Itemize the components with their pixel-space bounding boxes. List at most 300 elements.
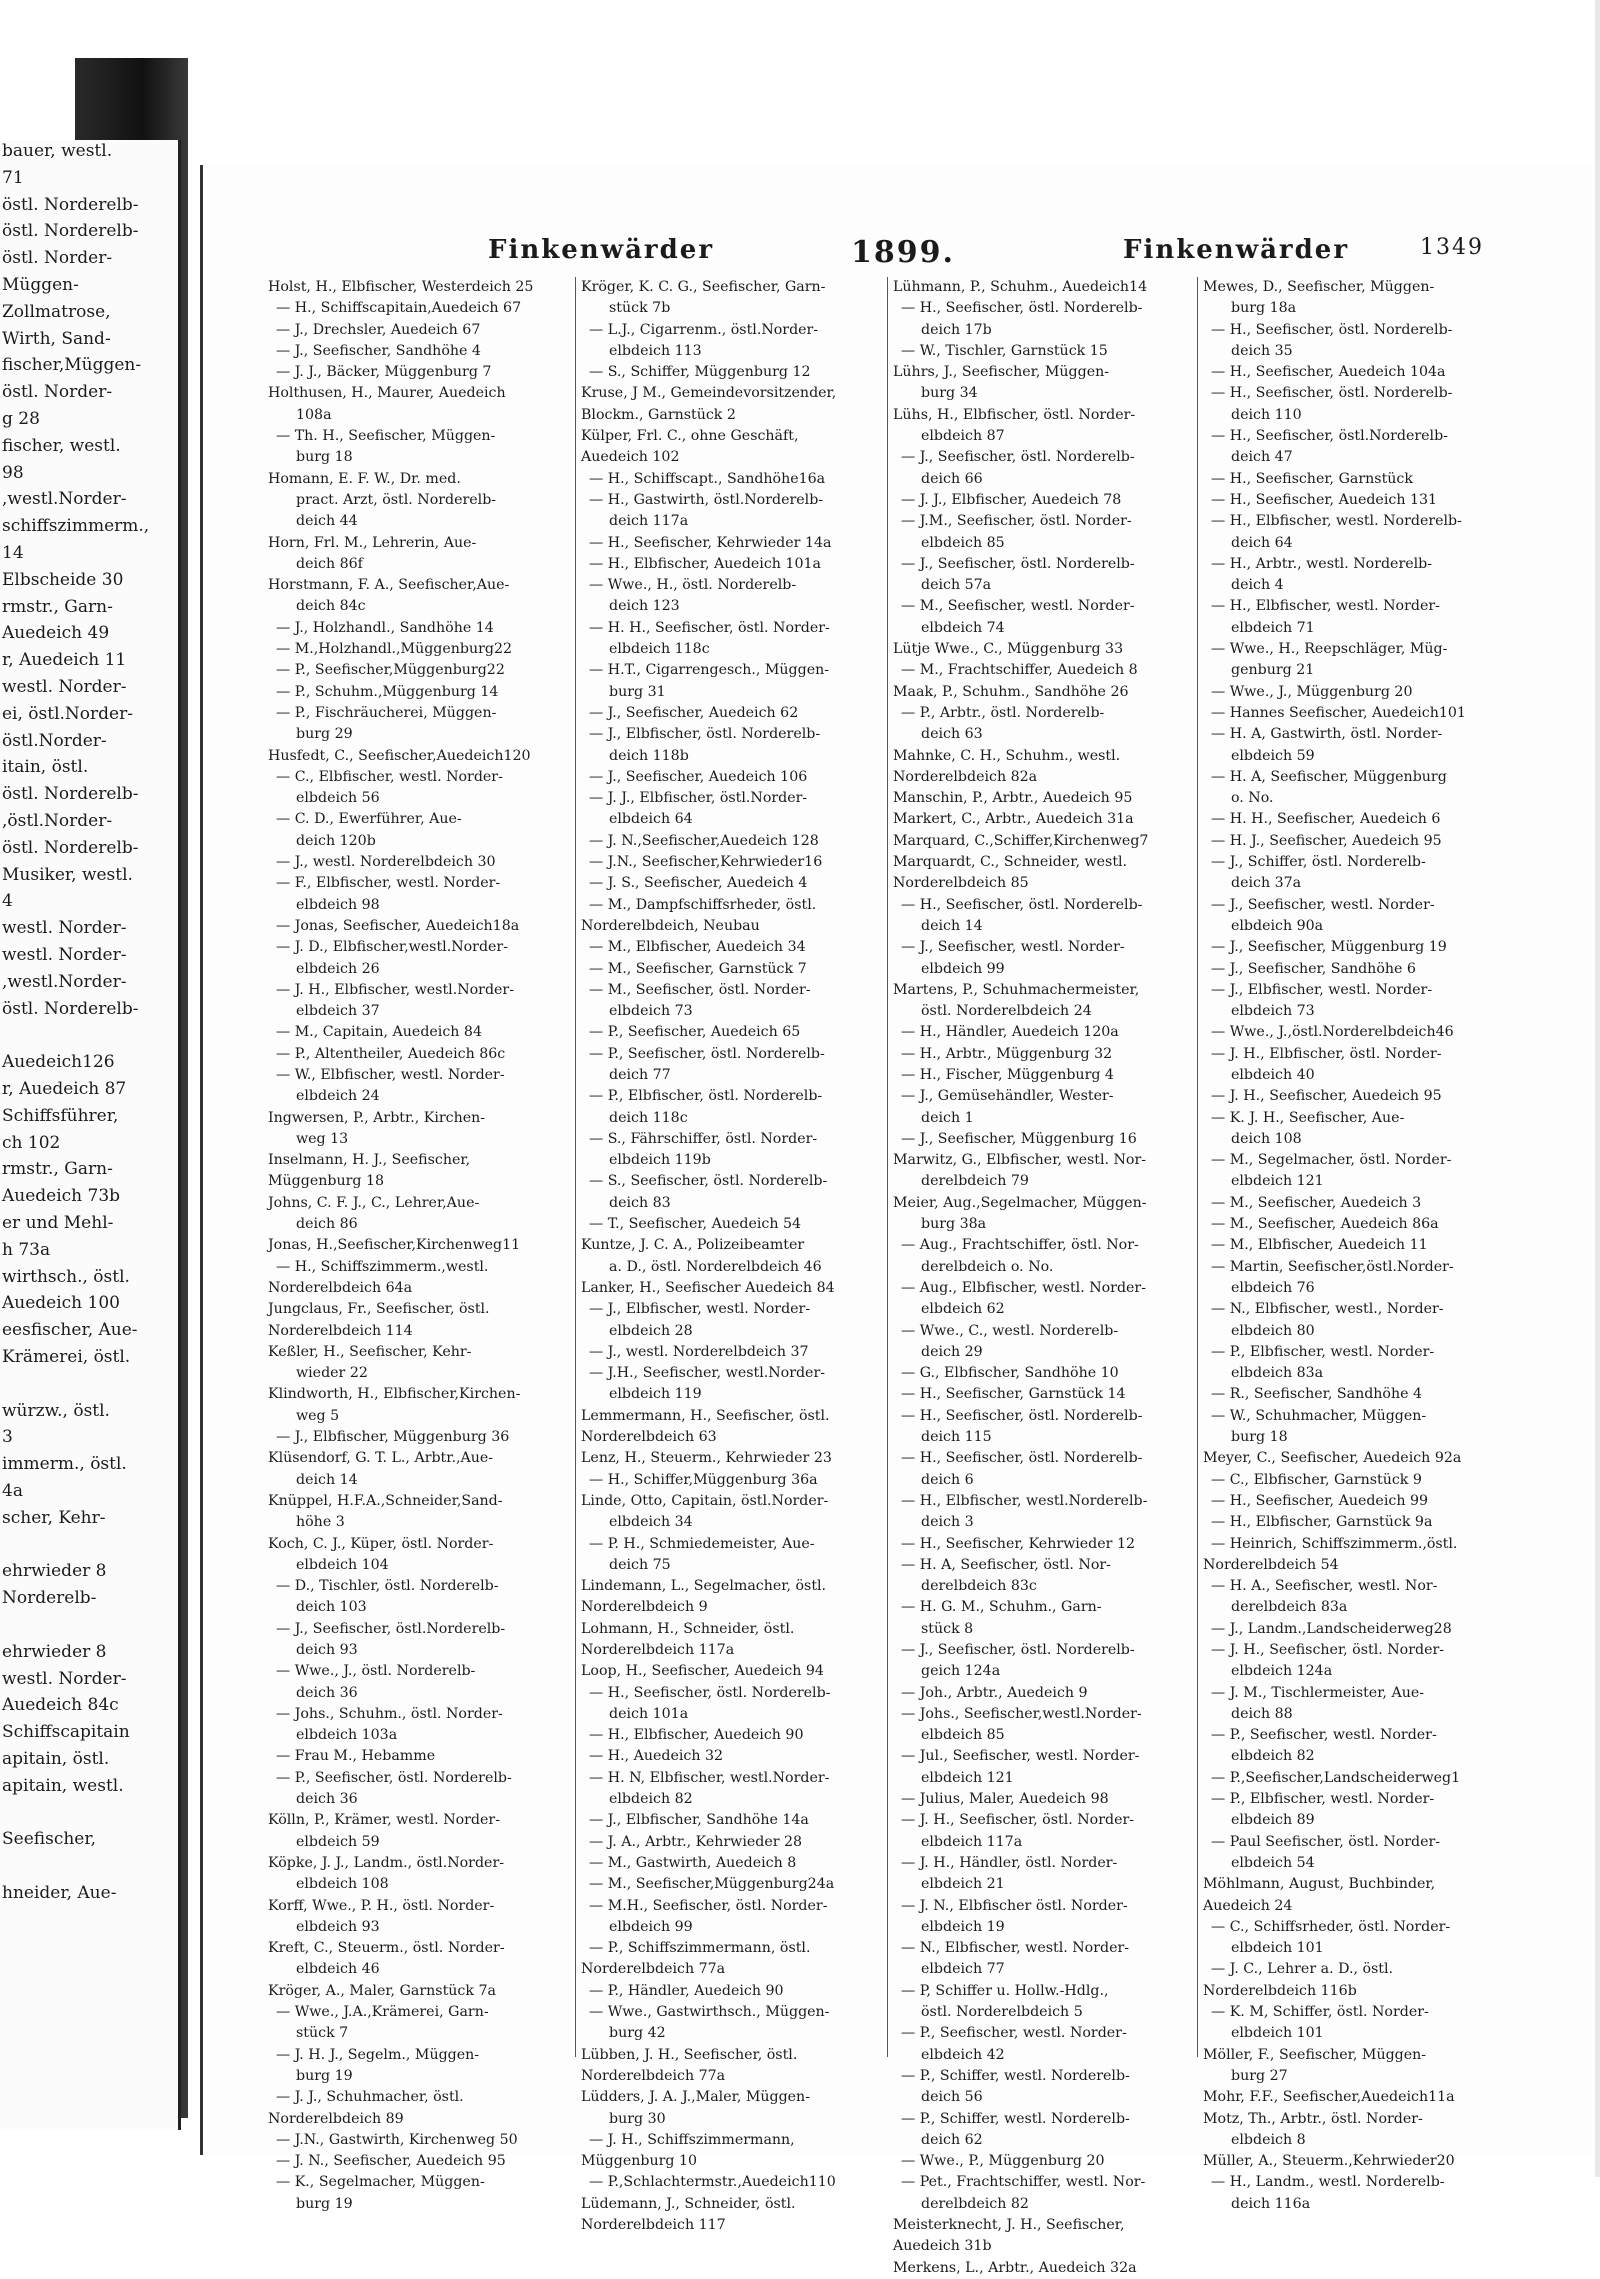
directory-entry-continuation: derelbdeich 83a xyxy=(1231,1599,1348,1616)
directory-entry: — J. H., Elbfischer, östl. Norder- xyxy=(1211,1045,1442,1062)
directory-entry: — H., Elbfischer, Garnstück 9a xyxy=(1211,1514,1433,1531)
directory-entry: — H., Elbfischer, Auedeich 90 xyxy=(589,1727,804,1744)
directory-entry: — Julius, Maler, Auedeich 98 xyxy=(901,1791,1109,1808)
directory-entry: — J. S., Seefischer, Auedeich 4 xyxy=(589,875,808,892)
left-page-text-fragment: ,östl.Norder- xyxy=(2,811,113,831)
directory-entry: — Pet., Frachtschiffer, westl. Nor- xyxy=(901,2174,1146,2191)
directory-entry: — H. A, Gastwirth, östl. Norder- xyxy=(1211,726,1443,743)
directory-entry: Norderelbdeich 82a xyxy=(893,768,1038,785)
left-page-text-fragment: 14 xyxy=(2,543,24,563)
directory-entry: Norderelbdeich 54 xyxy=(1203,1556,1339,1573)
directory-entry: — Jul., Seefischer, westl. Norder- xyxy=(901,1748,1140,1765)
directory-entry-continuation: elbdeich 42 xyxy=(921,2046,1005,2063)
directory-entry: — Paul Seefischer, östl. Norder- xyxy=(1211,1833,1441,1850)
directory-entry-continuation: deich 47 xyxy=(1231,449,1293,466)
directory-entry: Holst, H., Elbfischer, Westerdeich 25 xyxy=(268,279,534,295)
directory-entry: — P., Schiffer, westl. Norderelb- xyxy=(901,2067,1130,2084)
header-year: 1899. xyxy=(851,235,955,270)
directory-entry: Norderelbdeich 77a xyxy=(581,1961,726,1978)
directory-entry: — H., Elbfischer, Auedeich 101a xyxy=(589,555,821,572)
directory-entry: — S., Schiffer, Müggenburg 12 xyxy=(589,364,811,381)
directory-entry: Lanker, H., Seefischer Auedeich 84 xyxy=(581,1279,835,1296)
directory-entry-continuation: deich 35 xyxy=(1231,342,1293,359)
directory-entry: — J. H. J., Segelm., Müggen- xyxy=(276,2046,480,2063)
left-page-text-fragment: östl. Norder- xyxy=(2,382,113,403)
left-page-text-fragment: Auedeich 73b xyxy=(2,1186,121,1207)
directory-entry: — J., Seefischer, Auedeich 62 xyxy=(589,704,799,721)
left-page-text-fragment: Norderelb- xyxy=(2,1588,97,1609)
directory-entry: — H. H., Seefischer, Auedeich 6 xyxy=(1211,811,1441,828)
directory-entry: — M., Segelmacher, östl. Norder- xyxy=(1211,1152,1452,1169)
directory-entry: — Th. H., Seefischer, Müggen- xyxy=(276,428,496,445)
directory-entry: Marquard, C.,Schiffer,Kirchenweg7 xyxy=(893,832,1149,849)
directory-entry: — Wwe., C., westl. Norderelb- xyxy=(901,1322,1119,1339)
directory-entry-continuation: deich 37a xyxy=(1231,875,1302,892)
left-page-text-fragment: östl.Norder- xyxy=(2,730,107,751)
directory-entry: — J., Elbfischer, östl. Norderelb- xyxy=(589,726,821,743)
directory-entry: — C., Schiffsrheder, östl. Norder- xyxy=(1211,1918,1451,1935)
directory-entry: — J. H., Seefischer, östl. Norder- xyxy=(1211,1642,1445,1658)
directory-entry-continuation: elbdeich 103a xyxy=(296,1727,398,1744)
directory-entry-continuation: deich 77 xyxy=(609,1066,671,1083)
left-page-text-fragment: wirthsch., östl. xyxy=(2,1266,130,1287)
directory-entry-continuation: elbdeich 101 xyxy=(1231,2025,1324,2042)
directory-entry: Norderelbdeich 63 xyxy=(581,1429,717,1446)
left-page-text-fragment: ,westl.Norder- xyxy=(2,489,127,510)
left-page-text-fragment: immerm., östl. xyxy=(2,1454,127,1475)
directory-entry: Jonas, H.,Seefischer,Kirchenweg11 xyxy=(268,1237,521,1254)
directory-entry-continuation: burg 19 xyxy=(296,2067,353,2084)
scan-edge xyxy=(1595,0,1600,2177)
directory-entry-continuation: wieder 22 xyxy=(296,1365,368,1382)
directory-entry: — J., Elbfischer, westl. Norder- xyxy=(1211,981,1433,998)
left-page-text-fragment: Schiffscapitain xyxy=(2,1722,130,1743)
directory-entry: — P., Altentheiler, Auedeich 86c xyxy=(276,1045,506,1062)
directory-entry: — J., Seefischer, östl. Norderelb- xyxy=(901,555,1135,572)
directory-entry: — Wwe., J.A.,Krämerei, Garn- xyxy=(276,2004,489,2021)
directory-entry: — Frau M., Hebamme xyxy=(276,1748,436,1765)
directory-entry-continuation: deich 118b xyxy=(609,747,689,764)
directory-entry: Lemmermann, H., Seefischer, östl. xyxy=(581,1407,830,1424)
directory-entry: Lenz, H., Steuerm., Kehrwieder 23 xyxy=(581,1450,832,1467)
directory-entry: — J., Seefischer, östl. Norderelb- xyxy=(901,449,1135,466)
left-page-text-fragment: Zollmatrose, xyxy=(2,301,111,322)
directory-entry: — J. J., Schuhmacher, östl. xyxy=(276,2089,464,2106)
directory-entry: — H., Seefischer, Garnstück xyxy=(1211,470,1413,487)
left-page-text-fragment: Wirth, Sand- xyxy=(2,328,111,349)
directory-entry: Köpke, J. J., Landm., östl.Norder- xyxy=(268,1854,505,1871)
directory-entry: Norderelbdeich 117a xyxy=(581,1642,735,1658)
directory-entry-continuation: deich 17b xyxy=(921,321,992,338)
directory-entry: — J., Seefischer, Sandhöhe 4 xyxy=(276,342,481,359)
directory-entry: — Wwe., J., östl. Norderelb- xyxy=(276,1663,476,1680)
directory-entry: — H., Seefischer, östl. Norderelb- xyxy=(901,1450,1143,1467)
directory-entry: — C. D., Ewerführer, Aue- xyxy=(276,811,462,828)
directory-entry: — M., Seefischer, westl. Norder- xyxy=(901,598,1135,615)
directory-entry: Homann, E. F. W., Dr. med. xyxy=(268,470,461,487)
left-page-text-fragment: würzw., östl. xyxy=(2,1400,110,1421)
directory-entry: — H. G. M., Schuhm., Garn- xyxy=(901,1599,1102,1616)
directory-entry: — H. A, Seefischer, östl. Nor- xyxy=(901,1556,1111,1573)
directory-entry: — S., Fährschiffer, östl. Norder- xyxy=(589,1130,818,1147)
left-page-text-fragment: eesfischer, Aue- xyxy=(2,1320,138,1341)
directory-entry: Lühmann, P., Schuhm., Auedeich14 xyxy=(893,279,1148,295)
directory-entry: — J., westl. Norderelbdeich 37 xyxy=(589,1343,809,1360)
directory-entry: Kröger, K. C. G., Seefischer, Garn- xyxy=(581,279,826,295)
directory-entry-continuation: derelbdeich 82 xyxy=(921,2195,1029,2212)
left-page-text-fragment: 3 xyxy=(2,1427,13,1448)
directory-entry: Kruse, J M., Gemeindevorsitzender, xyxy=(581,385,837,402)
directory-entry: Horn, Frl. M., Lehrerin, Aue- xyxy=(268,534,477,551)
directory-entry: Lütje Wwe., C., Müggenburg 33 xyxy=(893,641,1124,658)
directory-entry: — J. H., Seefischer, östl. Norder- xyxy=(901,1812,1135,1829)
directory-entry-continuation: elbdeich 37 xyxy=(296,1003,380,1020)
directory-entry: Klüsendorf, G. T. L., Arbtr.,Aue- xyxy=(268,1450,494,1467)
directory-entry: Norderelbdeich 114 xyxy=(268,1322,413,1339)
directory-entry-continuation: deich 36 xyxy=(296,1684,358,1701)
left-page-text-fragment: Seefischer, xyxy=(2,1829,97,1850)
directory-entry-continuation: deich 86 xyxy=(296,1216,358,1233)
directory-entry: — H., Landm., westl. Norderelb- xyxy=(1211,2174,1445,2191)
directory-entry: — M.,Holzhandl.,Müggenburg22 xyxy=(276,641,513,658)
directory-entry: Norderelbdeich 85 xyxy=(893,875,1029,892)
directory-entry: — Martin, Seefischer,östl.Norder- xyxy=(1211,1258,1454,1275)
directory-entry-continuation: deich 117a xyxy=(609,513,689,530)
directory-entry: — H., Händler, Auedeich 120a xyxy=(901,1024,1119,1041)
directory-entry-continuation: elbdeich 119b xyxy=(609,1152,711,1169)
directory-entry-continuation: 108a xyxy=(296,406,332,423)
directory-entry-continuation: elbdeich 21 xyxy=(921,1876,1005,1893)
directory-entry: — M., Seefischer, Garnstück 7 xyxy=(589,960,807,977)
directory-entry-continuation: deich 4 xyxy=(1231,577,1284,594)
directory-entry-continuation: elbdeich 73 xyxy=(1231,1003,1315,1020)
directory-entry-continuation: derelbdeich 79 xyxy=(921,1173,1029,1190)
directory-entry: Korff, Wwe., P. H., östl. Norder- xyxy=(268,1897,495,1914)
directory-entry: — H. J., Seefischer, Auedeich 95 xyxy=(1211,832,1442,849)
directory-entry: Marquardt, C., Schneider, westl. xyxy=(893,854,1128,871)
directory-entry-continuation: burg 29 xyxy=(296,726,353,743)
directory-entry: — M., Seefischer, Auedeich 3 xyxy=(1211,1194,1422,1211)
directory-entry-continuation: elbdeich 62 xyxy=(921,1301,1005,1318)
directory-entry-continuation: deich 62 xyxy=(921,2131,983,2148)
left-page-fragment xyxy=(0,140,181,2130)
directory-entry: — H., Arbtr., westl. Norderelb- xyxy=(1211,555,1433,572)
left-page-text-fragment: bauer, westl. xyxy=(2,141,113,161)
directory-entry: — Aug., Elbfischer, westl. Norder- xyxy=(901,1279,1147,1296)
left-page-text-fragment: apitain, westl. xyxy=(2,1775,124,1796)
directory-entry: — H., Elbfischer, westl. Norder- xyxy=(1211,598,1440,615)
directory-entry: — H., Schiffer,Müggenburg 36a xyxy=(589,1471,818,1488)
directory-entry-continuation: deich 93 xyxy=(296,1642,358,1658)
directory-entry-continuation: stück 8 xyxy=(921,1620,974,1637)
directory-entry: — H., Schiffscapt., Sandhöhe16a xyxy=(589,470,826,487)
left-page-text-fragment: fischer, westl. xyxy=(2,435,121,456)
directory-entry: Kuntze, J. C. A., Polizeibeamter xyxy=(581,1237,805,1254)
directory-entry-continuation: stück 7 xyxy=(296,2025,349,2042)
directory-entry: Maak, P., Schuhm., Sandhöhe 26 xyxy=(893,683,1129,700)
left-page-text-fragment: östl. Norderelb- xyxy=(2,221,139,242)
directory-entry: — N., Elbfischer, westl. Norder- xyxy=(901,1940,1130,1957)
directory-entry: — C., Elbfischer, Garnstück 9 xyxy=(1211,1471,1422,1488)
directory-entry: — M., Dampfschiffsrheder, östl. xyxy=(589,896,817,913)
directory-entry-continuation: elbdeich 8 xyxy=(1231,2131,1306,2148)
directory-entry: Horstmann, F. A., Seefischer,Aue- xyxy=(268,577,510,594)
directory-entry-continuation: burg 19 xyxy=(296,2195,353,2212)
directory-entry-continuation: stück 7b xyxy=(609,300,671,317)
directory-entry-continuation: burg 42 xyxy=(609,2025,666,2042)
directory-entry-continuation: genburg 21 xyxy=(1231,662,1315,679)
directory-entry-continuation: elbdeich 85 xyxy=(921,534,1005,551)
directory-entry: Kreft, C., Steuerm., östl. Norder- xyxy=(268,1940,505,1957)
directory-entry-continuation: elbdeich 93 xyxy=(296,1918,380,1935)
left-page-text-fragment: ehrwieder 8 xyxy=(2,1641,107,1662)
directory-entry: Johns, C. F. J., C., Lehrer,Aue- xyxy=(268,1194,480,1211)
directory-entry-continuation: deich 83 xyxy=(609,1194,671,1211)
directory-entry: Müggenburg 10 xyxy=(581,2153,698,2170)
directory-entry: Mewes, D., Seefischer, Müggen- xyxy=(1203,279,1435,295)
directory-entry: — Wwe., H., Reepschläger, Müg- xyxy=(1211,641,1448,658)
directory-entry-continuation: derelbdeich o. No. xyxy=(921,1258,1054,1275)
left-page-text-fragment: Schiffsführer, xyxy=(2,1105,119,1126)
directory-entry-continuation: o. No. xyxy=(1231,790,1274,807)
directory-entry-continuation: derelbdeich 83c xyxy=(921,1578,1037,1595)
directory-entry: — Johs., Seefischer,westl.Norder- xyxy=(901,1705,1142,1722)
page-number: 1349 xyxy=(1420,235,1484,260)
directory-entry: — J.N., Gastwirth, Kirchenweg 50 xyxy=(276,2131,518,2148)
left-page-text-fragment: östl. Norderelb- xyxy=(2,998,139,1019)
directory-entry-continuation: elbdeich 108 xyxy=(296,1876,389,1893)
directory-entry: — J. J., Elbfischer, Auedeich 78 xyxy=(901,491,1122,508)
directory-entry: — P., Seefischer, Auedeich 65 xyxy=(589,1024,801,1041)
directory-entry-continuation: elbdeich 82 xyxy=(609,1791,693,1808)
left-page-text-fragment: 98 xyxy=(2,462,24,483)
left-page-text-fragment: rmstr., Garn- xyxy=(2,1159,113,1180)
directory-entry: — T., Seefischer, Auedeich 54 xyxy=(589,1216,802,1233)
directory-entry: — H., Seefischer, östl. Norderelb- xyxy=(589,1684,831,1701)
left-page-text-fragment: ehrwieder 8 xyxy=(2,1561,107,1582)
directory-entry-continuation: deich 44 xyxy=(296,513,358,530)
left-page-text-fragment: g 28 xyxy=(2,409,40,429)
directory-entry: — H., Seefischer, Kehrwieder 14a xyxy=(589,534,832,551)
directory-entry: — P., Arbtr., östl. Norderelb- xyxy=(901,704,1105,721)
directory-entry: — W., Schuhmacher, Müggen- xyxy=(1211,1407,1427,1424)
directory-entry-continuation: elbdeich 85 xyxy=(921,1727,1005,1744)
directory-entry-continuation: elbdeich 54 xyxy=(1231,1854,1315,1871)
directory-entry: Möhlmann, August, Buchbinder, xyxy=(1203,1876,1436,1893)
directory-entry: — P., Seefischer, westl. Norder- xyxy=(901,2025,1127,2042)
directory-entry-continuation: elbdeich 99 xyxy=(609,1918,693,1935)
directory-entry: — J., Landm.,Landscheiderweg28 xyxy=(1211,1620,1452,1637)
directory-entry: Norderelbdeich 89 xyxy=(268,2110,404,2127)
directory-entry: — J., Seefischer, östl.Norderelb- xyxy=(276,1620,506,1637)
directory-entry: Möller, F., Seefischer, Müggen- xyxy=(1203,2046,1427,2063)
directory-entry-continuation: deich 75 xyxy=(609,1556,671,1573)
left-page-text-fragment: r, Auedeich 11 xyxy=(2,650,127,671)
directory-entry: — J. N., Seefischer, Auedeich 95 xyxy=(276,2153,506,2170)
directory-entry-continuation: weg 13 xyxy=(296,1130,349,1147)
directory-entry: — Wwe., J., Müggenburg 20 xyxy=(1211,683,1413,700)
directory-entry-continuation: elbdeich 121 xyxy=(921,1769,1014,1786)
directory-entry: Meier, Aug.,Segelmacher, Müggen- xyxy=(893,1194,1147,1211)
left-page-text-fragment: östl. Norderelb- xyxy=(2,837,139,858)
directory-entry: Koch, C. J., Küper, östl. Norder- xyxy=(268,1535,494,1552)
left-page-text-fragment: Elbscheide 30 xyxy=(2,569,124,590)
directory-entry-continuation: elbdeich 118c xyxy=(609,641,710,658)
directory-entry: — M., Seefischer, östl. Norder- xyxy=(589,981,811,998)
directory-entry: Müller, A., Steuerm.,Kehrwieder20 xyxy=(1203,2153,1455,2170)
directory-entry: — S., Seefischer, östl. Norderelb- xyxy=(589,1173,828,1190)
directory-entry: Auedeich 31b xyxy=(893,2238,992,2255)
directory-entry-continuation: burg 38a xyxy=(921,1216,987,1233)
directory-entry: — H., Schiffscapitain,Auedeich 67 xyxy=(276,300,522,317)
directory-entry: Jungclaus, Fr., Seefischer, östl. xyxy=(268,1301,490,1318)
directory-entry-continuation: elbdeich 104 xyxy=(296,1556,389,1573)
directory-entry: — W., Elbfischer, westl. Norder- xyxy=(276,1066,505,1083)
left-page-text-fragment: westl. Norder- xyxy=(2,677,127,697)
left-page-text-fragment: 4a xyxy=(2,1481,23,1501)
directory-entry-continuation: burg 18 xyxy=(1231,1429,1288,1446)
directory-entry: Norderelbdeich 9 xyxy=(581,1599,708,1616)
directory-entry: Mahnke, C. H., Schuhm., westl. xyxy=(893,747,1121,764)
directory-entry: — H., Seefischer, Garnstück 14 xyxy=(901,1386,1126,1403)
directory-entry: — J. D., Elbfischer,westl.Norder- xyxy=(276,939,508,956)
directory-entry: — H. H., Seefischer, östl. Norder- xyxy=(589,619,830,636)
directory-entry: — L.J., Cigarrenm., östl.Norder- xyxy=(589,321,819,338)
directory-entry: — H., Seefischer, Auedeich 131 xyxy=(1211,491,1438,508)
left-page-text-fragment: Auedeich126 xyxy=(2,1052,115,1073)
directory-entry: Lübben, J. H., Seefischer, östl. xyxy=(581,2046,798,2063)
directory-entry-continuation: elbdeich 87 xyxy=(921,428,1005,445)
left-page-text-fragment: 4 xyxy=(2,891,13,912)
directory-entry: — K. M, Schiffer, östl. Norder- xyxy=(1211,2004,1429,2021)
header-right-title: Finkenwärder xyxy=(1123,235,1350,265)
directory-entry: — J., Drechsler, Auedeich 67 xyxy=(276,321,481,338)
left-page-text-fragment: Müggen- xyxy=(2,275,79,295)
directory-entry: — P., Elbfischer, westl. Norder- xyxy=(1211,1343,1435,1360)
directory-entry: Merkens, L., Arbtr., Auedeich 32a xyxy=(893,2259,1137,2276)
directory-entry: Müggenburg 18 xyxy=(268,1173,385,1190)
directory-entry: — J. M., Tischlermeister, Aue- xyxy=(1211,1684,1425,1701)
directory-entry-continuation: elbdeich 121 xyxy=(1231,1173,1324,1190)
left-page-text-fragment: Auedeich 49 xyxy=(2,623,110,644)
directory-entry-continuation: a. D., östl. Norderelbdeich 46 xyxy=(609,1258,822,1275)
directory-entry: — M., Elbfischer, Auedeich 34 xyxy=(589,939,806,956)
left-page-text-fragment: rmstr., Garn- xyxy=(2,596,113,617)
directory-entry-continuation: deich 101a xyxy=(609,1705,689,1722)
directory-entry: Lühs, H., Elbfischer, östl. Norder- xyxy=(893,406,1136,423)
directory-entry: — H., Seefischer, östl. Norderelb- xyxy=(1211,321,1453,338)
left-page-text-fragment: ch 102 xyxy=(2,1132,61,1153)
directory-column-1 xyxy=(268,277,573,2212)
column-divider xyxy=(575,277,576,2057)
directory-entry: Keßler, H., Seefischer, Kehr- xyxy=(268,1343,472,1360)
left-page-text-fragment: apitain, östl. xyxy=(2,1749,110,1769)
directory-entry: Husfedt, C., Seefischer,Auedeich120 xyxy=(268,747,531,764)
directory-entry: — J., westl. Norderelbdeich 30 xyxy=(276,854,496,871)
directory-entry: — P., Schiffer, westl. Norderelb- xyxy=(901,2110,1130,2127)
directory-entry: — J. A., Arbtr., Kehrwieder 28 xyxy=(589,1833,803,1850)
directory-entry: — J., Seefischer, westl. Norder- xyxy=(901,939,1125,956)
directory-entry-continuation: elbdeich 71 xyxy=(1231,619,1315,636)
directory-entry: Ingwersen, P., Arbtr., Kirchen- xyxy=(268,1109,486,1126)
directory-entry: — P., Elbfischer, östl. Norderelb- xyxy=(589,1088,823,1105)
directory-entry: — J., Elbfischer, Sandhöhe 14a xyxy=(589,1812,809,1829)
directory-entry-continuation: elbdeich 80 xyxy=(1231,1322,1315,1339)
header-left-title: Finkenwärder xyxy=(488,235,715,265)
directory-entry: Klindworth, H., Elbfischer,Kirchen- xyxy=(268,1386,521,1403)
directory-entry: — H., Fischer, Müggenburg 4 xyxy=(901,1066,1114,1083)
left-page-text-fragment: östl. Norderelb- xyxy=(2,784,139,805)
directory-entry: — P., Seefischer, westl. Norder- xyxy=(1211,1727,1437,1744)
directory-entry-continuation: deich 86f xyxy=(296,555,363,572)
directory-entry: — H. A., Seefischer, westl. Nor- xyxy=(1211,1578,1438,1595)
left-page-text-fragment: itain, östl. xyxy=(2,757,89,778)
directory-entry-continuation: elbdeich 90a xyxy=(1231,917,1324,934)
directory-entry: — D., Tischler, östl. Norderelb- xyxy=(276,1578,499,1595)
directory-entry-continuation: deich 57a xyxy=(921,577,992,594)
directory-entry: — J., Seefischer, Müggenburg 16 xyxy=(901,1130,1137,1147)
left-page-text-fragment: östl. Norderelb- xyxy=(2,194,139,215)
directory-entry: — J.H., Seefischer, westl.Norder- xyxy=(589,1365,826,1382)
directory-entry: — Aug., Frachtschiffer, östl. Nor- xyxy=(901,1237,1139,1254)
directory-entry: — H., Gastwirth, östl.Norderelb- xyxy=(589,491,824,508)
directory-entry: Lüdemann, J., Schneider, östl. xyxy=(581,2195,796,2212)
directory-entry: — J. H., Schiffszimmermann, xyxy=(589,2131,795,2148)
directory-entry: Norderelbdeich, Neubau xyxy=(581,917,760,934)
directory-entry: — J., Seefischer, Auedeich 106 xyxy=(589,768,808,785)
left-page-text-fragment: westl. Norder- xyxy=(2,945,127,965)
directory-entry-continuation: burg 27 xyxy=(1231,2067,1288,2084)
directory-entry: — Wwe., P., Müggenburg 20 xyxy=(901,2153,1105,2170)
directory-entry-continuation: elbdeich 124a xyxy=(1231,1663,1333,1680)
directory-entry-continuation: burg 30 xyxy=(609,2110,666,2127)
directory-column-2 xyxy=(581,277,886,2234)
directory-entry-continuation: elbdeich 89 xyxy=(1231,1812,1315,1829)
directory-entry-continuation: deich 118c xyxy=(609,1109,688,1126)
directory-entry-continuation: geich 124a xyxy=(921,1663,1001,1680)
directory-entry: — G., Elbfischer, Sandhöhe 10 xyxy=(901,1365,1119,1382)
directory-entry: — H., Elbfischer, westl.Norderelb- xyxy=(901,1492,1148,1509)
directory-entry: — M., Seefischer, Auedeich 86a xyxy=(1211,1216,1439,1233)
directory-entry-continuation: elbdeich 46 xyxy=(296,1961,380,1978)
left-page-text-fragment: hneider, Aue- xyxy=(2,1883,117,1903)
directory-entry: — P., Fischräucherei, Müggen- xyxy=(276,704,497,721)
directory-entry: Norderelbdeich 77a xyxy=(581,2067,726,2084)
directory-entry: — J. C., Lehrer a. D., östl. xyxy=(1211,1961,1394,1978)
directory-entry: — Johs., Schuhm., östl. Norder- xyxy=(276,1705,503,1722)
directory-entry-continuation: elbdeich 34 xyxy=(609,1514,693,1531)
directory-entry: — J., Seefischer, Müggenburg 19 xyxy=(1211,939,1447,956)
directory-entry-continuation: deich 14 xyxy=(296,1471,358,1488)
directory-entry: Norderelbdeich 116b xyxy=(1203,1982,1357,1999)
directory-entry: Külper, Frl. C., ohne Geschäft, xyxy=(581,428,799,445)
directory-entry-continuation: burg 31 xyxy=(609,683,666,700)
directory-entry: — N., Elbfischer, westl., Norder- xyxy=(1211,1301,1444,1318)
directory-entry: Manschin, P., Arbtr., Auedeich 95 xyxy=(893,790,1133,807)
directory-entry: — J., Elbfischer, westl. Norder- xyxy=(589,1301,811,1318)
directory-entry: — P., Seefischer, östl. Norderelb- xyxy=(589,1045,825,1062)
left-page-text-fragment: Auedeich 100 xyxy=(2,1293,120,1314)
directory-entry: — M., Elbfischer, Auedeich 11 xyxy=(1211,1237,1428,1254)
directory-entry: — J., Seefischer, östl. Norderelb- xyxy=(901,1642,1135,1658)
directory-entry: Meyer, C., Seefischer, Auedeich 92a xyxy=(1203,1450,1462,1467)
directory-entry: — W., Tischler, Garnstück 15 xyxy=(901,342,1108,359)
left-page-text-fragment: fischer,Müggen- xyxy=(2,355,142,376)
directory-entry-continuation: elbdeich 19 xyxy=(921,1918,1005,1935)
directory-entry: — H., Seefischer, östl.Norderelb- xyxy=(1211,428,1448,445)
directory-entry: — J., Elbfischer, Müggenburg 36 xyxy=(276,1429,510,1446)
directory-entry: Lohmann, H., Schneider, östl. xyxy=(581,1620,795,1637)
